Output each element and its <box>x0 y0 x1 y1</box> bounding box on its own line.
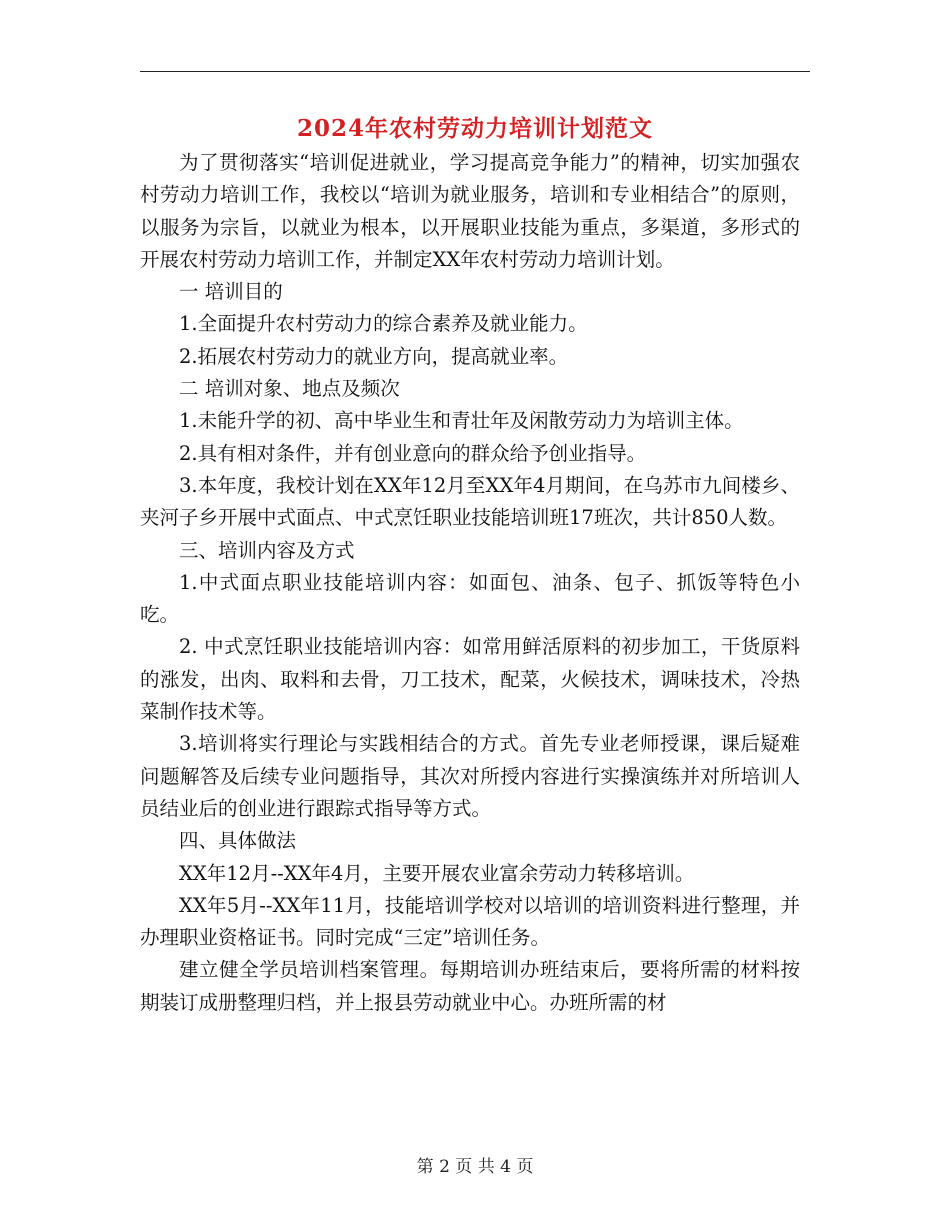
section-heading-2: 二 培训对象、地点及频次 <box>179 377 400 401</box>
paragraph: 建立健全学员培训档案管理。每期培训办班结束后，要将所需的材料按期装订成册整理归档，并上报县劳动就业中心。办班所需的材 <box>140 958 800 1014</box>
paragraph-intro: 为了贯彻落实“培训促进就业，学习提高竞争能力”的精神，切实加强农村劳动力培训工作，我校以“培训为就业服务，培训和专业相结合”的原则，以服务为宗旨，以就业为根本，以开展职业技能为重点，多渠道，多形式的开展农村劳动力培训工作，并制定XX年农村劳动力培训计划。 <box>140 151 800 271</box>
page-footer: 第 2 页 共 4 页 <box>416 1157 534 1177</box>
paragraph: XX年12月--XX年4月，主要开展农业富余劳动力转移培训。 <box>179 861 695 885</box>
section-heading-1: 一 培训目的 <box>179 280 283 304</box>
document-title: 2024年农村劳动力培训计划范文 <box>296 115 653 142</box>
header-rule <box>140 71 810 72</box>
list-item: 1.全面提升农村劳动力的综合素养及就业能力。 <box>179 312 588 336</box>
list-item: 1.中式面点职业技能培训内容：如面包、油条、包子、抓饭等特色小吃。 <box>140 570 800 627</box>
document-body <box>140 147 800 1019</box>
list-item: 3.本年度，我校计划在XX年12月至XX年4月期间，在乌苏市九间楼乡、夹河子乡开展中式面点、中式烹饪职业技能培训班17班次，共计850人数。 <box>140 473 800 530</box>
list-item: 2.具有相对条件，并有创业意向的群众给予创业指导。 <box>179 441 647 465</box>
section-heading-4: 四、具体做法 <box>179 829 297 853</box>
list-item: 3.培训将实行理论与实践相结合的方式。首先专业老师授课，课后疑难问题解答及后续专业问题指导，其次对所授内容进行实操演练并对所培训人员结业后的创业进行跟踪式指导等方式。 <box>140 732 800 820</box>
list-item: 2.拓展农村劳动力的就业方向，提高就业率。 <box>179 344 569 368</box>
paragraph: XX年5月--XX年11月，技能培训学校对以培训的培训资料进行整理，并办理职业资格证书。同时完成“三定”培训任务。 <box>140 893 800 950</box>
list-item: 1.未能升学的初、高中毕业生和青壮年及闲散劳动力为培训主体。 <box>179 409 744 433</box>
list-item: 2. 中式烹饪职业技能培训内容：如常用鲜活原料的初步加工，干货原料的涨发，出肉、取料和去骨，刀工技术，配菜，火候技术，调味技术，冷热菜制作技术等。 <box>140 635 800 724</box>
section-heading-3: 三、培训内容及方式 <box>179 538 355 562</box>
